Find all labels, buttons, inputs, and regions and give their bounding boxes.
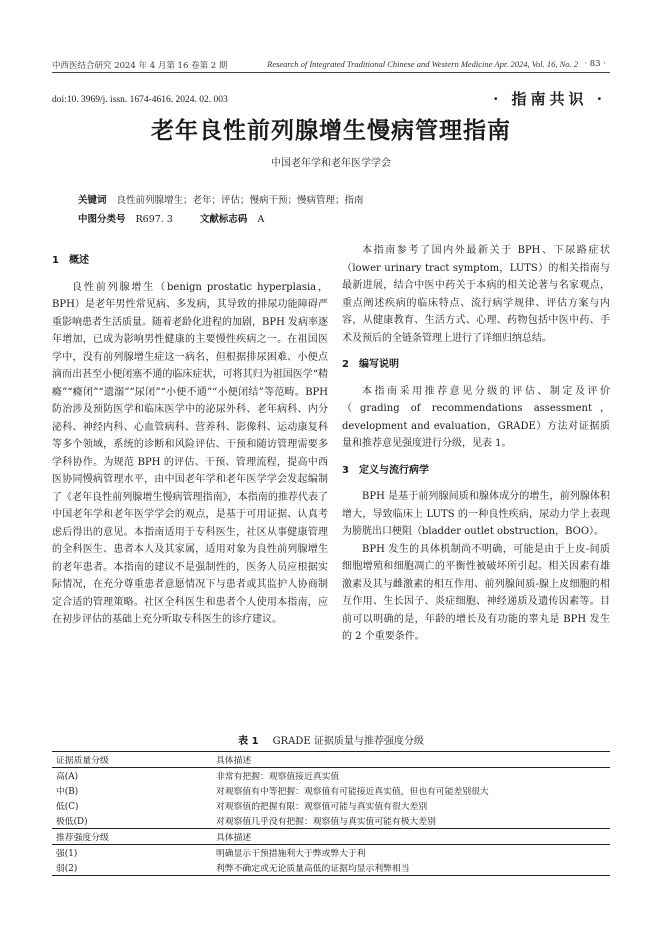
- section-2-heading: 2 编写说明: [342, 359, 399, 370]
- keywords-text: 良性前列腺增生；老年；评估；慢病干预；慢病管理；指南: [116, 195, 364, 206]
- left-column: [52, 252, 328, 629]
- section-3-paragraph-2: BPH 发生的具体机制尚不明确，可能是由于上皮-间质细胞增殖和细胞凋亡的平衡性被破坏所引起。相关因素有雄激素及其与雌激素的相互作用、前列腺间质-腺上皮细胞的相互作用、生长因子、炎症细胞、神经递质及遗传因素等。目前可以明确的是，年龄的增长及有功能的睾丸是 BPH 发生的 2 个重要条件。: [342, 543, 610, 642]
- table-header-cell: 推荐强度分级: [52, 829, 212, 845]
- table-cell: 强(1): [52, 845, 212, 861]
- table-cell: 弱(2): [52, 860, 212, 876]
- clc-label: 中图分类号: [78, 214, 126, 225]
- keywords-block: [78, 191, 364, 229]
- section-2-paragraph-1: 本指南采用推荐意见分级的评估、制定及评价（grading of recommendations assessment，development and evaluation，GRADE）方法对证据质量和推荐意见强度进行分级，见表 1。: [342, 385, 610, 449]
- running-header-journal-cn: 中西医结合研究 2024 年 4 月第 16 卷第 2 期: [52, 61, 228, 71]
- header-rule: [52, 72, 610, 73]
- table-cell: 极低(D): [56, 817, 88, 827]
- table-row: [52, 860, 610, 876]
- table-row: [52, 783, 610, 798]
- table-row: [52, 845, 610, 861]
- table-header-row: [52, 829, 610, 845]
- section-tag: · 指南共识 ·: [493, 90, 606, 108]
- grade-table: [52, 751, 610, 876]
- table-header-row: [52, 752, 610, 768]
- table-cell: 利弊不确定或无论质量高低的证据均显示利弊相当: [212, 860, 610, 876]
- table-header-cell: 具体描述: [212, 752, 610, 768]
- doi: doi:10. 3969/j. issn. 1674-4616. 2024. 02. 003: [52, 95, 228, 105]
- section-3-paragraph-1: BPH 是基于前列腺间质和腺体成分的增生，前列腺体积增大，导致临床上 LUTS 的一种良性疾病，尿动力学上表现为膀胱出口梗阻（bladder outlet obstruction，BOO）。: [342, 491, 610, 537]
- table-cell: 对观察值几乎没有把握：观察值与真实值可能有极大差别: [216, 817, 436, 827]
- clc-value: R697. 3: [135, 214, 173, 225]
- doc-code-value: A: [257, 214, 265, 225]
- table-row: [52, 768, 610, 784]
- table-cell: 中(B): [56, 787, 79, 797]
- keywords-label: 关键词: [78, 195, 107, 206]
- table-cell: 高(A): [52, 768, 212, 784]
- page-number: · 83 ·: [584, 59, 606, 69]
- right-column: [342, 242, 610, 646]
- table-cell: 明确显示干预措施利大于弊或弊大于利: [212, 845, 610, 861]
- author: 中国老年学和老年医学学会: [271, 158, 391, 169]
- doc-code-label: 文献标志码: [199, 214, 248, 225]
- table-cell: 对观察值有中等把握：观察值有可能接近真实值，但也有可能差别很大: [216, 787, 489, 797]
- table-row: [52, 813, 610, 829]
- keywords-line: [78, 191, 364, 210]
- article-title: 老年良性前列腺增生慢病管理指南: [151, 117, 511, 144]
- section-1-paragraph-2: 本指南参考了国内外最新关于 BPH、下尿路症状（lower urinary tract symptom，LUTS）的相关指南与最新进展，结合中医中药关于本病的相关论著与名家观点，重点阐述疾病的临床特点、流行病学规律、评估方案与内容，从健康教育、生活方式、心理、药物包括中医中药、手术及预后的全链条管理上进行了详细归纳总结。: [342, 245, 610, 344]
- table-cell: 对观察值的把握有限：观察值可能与真实值有很大差别: [216, 802, 428, 812]
- table-header-cell: 证据质量分级: [52, 752, 212, 768]
- table-header-cell: 具体描述: [212, 829, 610, 845]
- table-caption: [0, 732, 662, 747]
- table-cell: 低(C): [56, 802, 79, 812]
- section-3-heading: 3 定义与流行病学: [342, 464, 429, 476]
- table-label: 表 1: [238, 736, 259, 747]
- table-row: [52, 798, 610, 813]
- table-cell: 非常有把握：观察值接近真实值: [212, 768, 610, 784]
- section-1-heading: 1 概述: [52, 255, 89, 266]
- section-1-paragraph-1: 良性前列腺增生（benign prostatic hyperplasia，BPH）是老年男性常见病、多发病，其导致的排尿功能障碍严重影响患者生活质量。随着老龄化进程的加剧，BPH 发病率逐年增加，已成为影响男性健康的主要慢性疾病之一。在祖国医学中，没有前列腺增生症这一病名，但根据排尿困难、小便点滴而出甚至小便闭塞不通的临床症状，可将其归为祖国医学“精癃”“癃闭”“遗溺”“尿闭”“小便不通”“小便闭结”等范畴。BPH 防治涉及预防医学和临床医学中的泌尿外科、老年病科、内分泌科、神经内科、心血管病科、营养科、影像科、运动康复科等多个领域，系统的诊断和风险评估、干预和随访管理需要多学科协作。为规范 BPH 的评估、干预、管理流程，提高中西医协同慢病管理水平，由中国老年学和老年医学学会发起编制了《老年良性前列腺增生慢病管理指南》，本指南的推荐代表了中国老年学和老年医学学会的观点，是基于可用证据、认真考虑后得出的意见。本指南适用于专科医生，社区从事健康管理的全科医生、患者本人及其家属，适用对象为良性前列腺增生的老年患者。本指南的建议不是强制性的，医务人员应根据实际情况，在充分尊重患者意愿情况下与患者或其监护人协商制定合适的管理策略。社区全科医生和患者个人使用本指南，应在初步评估的基础上充分听取专科医生的诊疗建议。: [52, 281, 328, 625]
- table-caption-text: GRADE 证据质量与推荐强度分级: [272, 736, 424, 747]
- running-header-journal-en: Research of Integrated Traditional Chinese and Western Medicine Apr. 2024, Vol. 16, No. 2: [267, 59, 578, 69]
- classification-line: [78, 210, 364, 229]
